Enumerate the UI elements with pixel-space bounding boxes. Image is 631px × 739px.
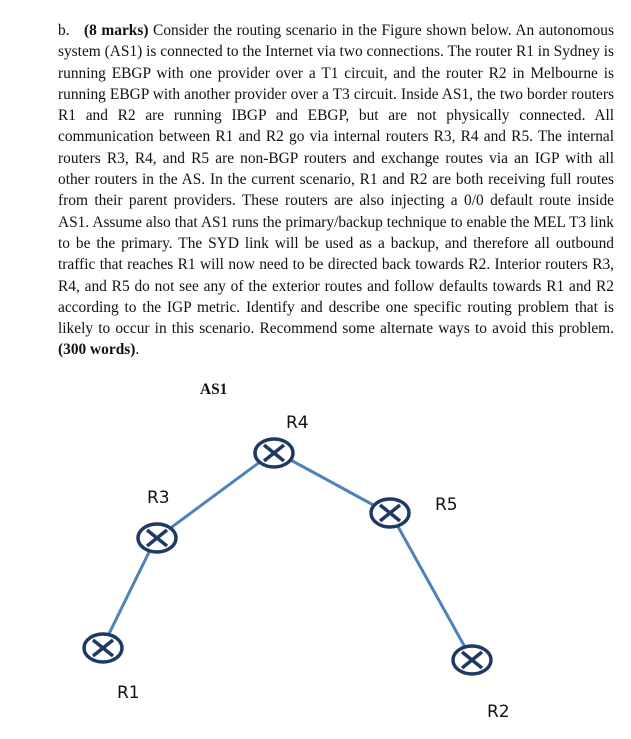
router-r5-icon bbox=[371, 499, 409, 527]
link-r3-r4 bbox=[157, 453, 272, 538]
router-label-r4: R4 bbox=[286, 413, 309, 433]
router-r4-icon bbox=[255, 439, 293, 467]
question-main-text: Consider the routing scenario in the Figure shown below. An autonomous system (AS1) is connected to the Internet via two connections. The router R1 in Sydney is running EBGP with one provider over a T1 circuit, and the router R2 in Melbourne is running EBGP with another provider over a T3 circuit. Inside AS1, the two border routers R1 and R2 are running IBGP and EBGP, but are not physically connected. All communication between R1 and R2 go via internal routers R3, R4 and R5. The internal routers R3, R4, and R5 are non-BGP routers and exchange routes via an IGP with all other routers in the AS. In the current scenario, R1 and R2 are both receiving full routes from their parent providers. These routers are also injecting a 0/0 default route inside AS1. Assume also that AS1 runs the primary/backup technique to enable the MEL T3 link to be the primary. The SYD link will be used as a backup, and therefore all outbound traffic that reaches R1 will now need to be directed back towards R2. Interior routers R3, R4, and R5 do not see any of the exterior routes and follow defaults towards R1 and R2 according to the IGP metric. Identify and describe one specific routing problem that is likely to occur in this scenario. Recommend some alternate ways to avoid this problem. bbox=[58, 22, 614, 338]
question-label: b. bbox=[58, 22, 70, 39]
marks-text: (8 marks) bbox=[84, 22, 149, 39]
router-r1-icon bbox=[84, 634, 122, 662]
as1-label: AS1 bbox=[200, 381, 228, 398]
question-end: . bbox=[135, 341, 140, 359]
router-r2-icon bbox=[453, 646, 491, 674]
word-limit-text: (300 words) bbox=[58, 341, 136, 359]
router-r3-icon bbox=[138, 524, 176, 552]
link-r4-r5 bbox=[276, 452, 388, 513]
link-r1-r3 bbox=[103, 540, 155, 646]
router-label-r2: R2 bbox=[487, 702, 510, 722]
router-label-r1: R1 bbox=[117, 683, 140, 703]
router-label-r5: R5 bbox=[435, 495, 458, 515]
router-label-r3: R3 bbox=[147, 488, 170, 508]
link-r5-r2 bbox=[391, 514, 471, 658]
